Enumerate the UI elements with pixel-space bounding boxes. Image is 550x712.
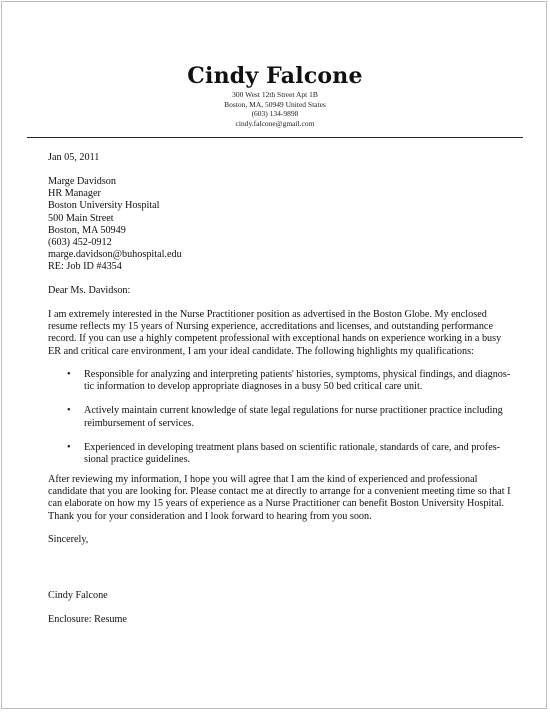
reference-line: RE: Job ID #4354: [48, 261, 122, 272]
letter-date: Jan 05, 2011: [48, 152, 100, 163]
bullet-icon: •: [67, 369, 71, 380]
intro-paragraph: [48, 309, 508, 358]
list-item-line: tic information to develop appropriate diagnoses in a busy 50 bed critical care unit.: [84, 381, 423, 393]
sender-name: Cindy Falcone: [187, 63, 363, 89]
paragraph-line: candidate that you are looking for. Please contact me at directly to arrange for a convenient meeting time so that I: [48, 486, 511, 498]
sender-email: cindy.falcone@gmail.com: [235, 118, 315, 128]
recipient-phone: (603) 452-0912: [48, 237, 112, 249]
signature-name: Cindy Falcone: [48, 590, 108, 601]
recipient-city: Boston, MA 50949: [48, 224, 126, 236]
list-item-line: sional practice guidelines.: [84, 454, 191, 466]
list-item-line: Actively maintain current knowledge of state legal regulations for nurse practitioner practice including: [84, 405, 503, 417]
qualifications-list: [66, 369, 511, 478]
recipient-title: HR Manager: [48, 188, 101, 200]
paragraph-line: record. If you can use a highly competent professional with exceptional hands on experience working in a busy: [48, 333, 502, 345]
recipient-email: marge.davidson@buhospital.edu: [48, 249, 182, 261]
sign-off: Sincerely,: [48, 534, 89, 545]
recipient-organization: Boston University Hospital: [48, 200, 160, 212]
recipient-street: 500 Main Street: [48, 212, 114, 224]
list-item-line: Responsible for analyzing and interpreting patients' histories, symptoms, physical findings, and diagnos-: [84, 369, 511, 380]
sender-address-line1: 300 West 12th Street Apt 1B: [232, 90, 318, 99]
list-item-line: Experienced in developing treatment plans based on scientific rationale, standards of care, and profes-: [84, 441, 501, 453]
bullet-icon: •: [67, 441, 71, 453]
list-item: [66, 405, 506, 429]
letterhead: [0, 62, 550, 128]
sender-phone: (603) 134-9898: [251, 109, 299, 118]
sender-address-line2: Boston, MA, 50949 United States: [224, 99, 326, 109]
paragraph-line: ER and critical care environment, I am your ideal candidate. The following highlights my qualifications:: [48, 345, 474, 357]
closing-paragraph: [48, 474, 511, 523]
enclosure-note: Enclosure: Resume: [48, 614, 127, 625]
paragraph-line: I am extremely interested in the Nurse Practitioner position as advertised in the Boston Globe. My enclosed: [48, 309, 487, 320]
recipient-name: Marge Davidson: [48, 176, 116, 187]
paragraph-line: resume reflects my 15 years of Nursing experience, accreditations and licenses, and outstanding performance: [48, 321, 493, 333]
list-item: [66, 369, 511, 393]
paragraph-line: After reviewing my information, I hope you will agree that I am the kind of experienced and professional: [48, 474, 478, 485]
salutation: Dear Ms. Davidson:: [48, 285, 131, 296]
paragraph-line: Thank you for your consideration and I look forward to hearing from you soon.: [48, 510, 372, 522]
list-item-line: reimbursement of services.: [84, 417, 195, 429]
recipient-block: [48, 176, 508, 261]
paragraph-line: can elaborate on how my 15 years of experience as a Nurse Practitioner can benefit Boston University Hospital.: [48, 498, 505, 510]
header-divider: [27, 137, 523, 138]
bullet-icon: •: [67, 405, 71, 417]
list-item: [66, 442, 506, 466]
